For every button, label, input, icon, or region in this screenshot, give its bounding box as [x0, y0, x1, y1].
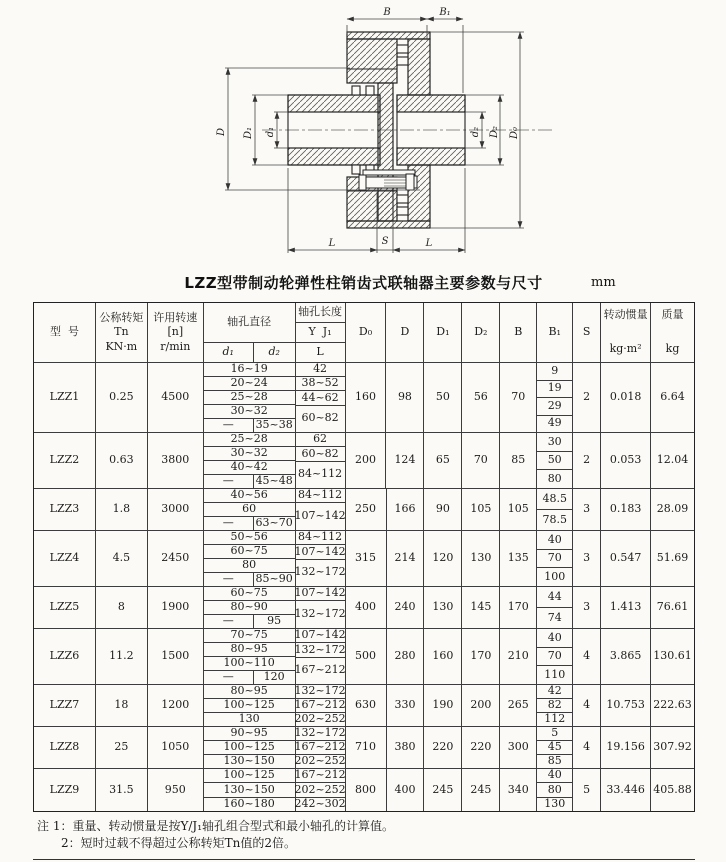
- note-line-2: 2：短时过载不得超过公称转矩Tn值的2倍。: [61, 836, 297, 851]
- d0-cell: 400: [346, 587, 387, 628]
- model-cell: LZZ4: [34, 531, 96, 586]
- s-cell: 4: [573, 727, 601, 768]
- b1-cell: 42: [537, 685, 572, 699]
- mass-cell: 405.88: [653, 782, 692, 796]
- table-row: [34, 587, 694, 629]
- b-cell: 85: [500, 433, 537, 488]
- b-cell: 135: [500, 531, 537, 586]
- mass-cell: 28.09: [656, 502, 689, 516]
- bore-subrow: 40~42: [204, 461, 295, 475]
- mass-cell: 76.61: [656, 600, 689, 614]
- bore-d2-cell: 45~48: [255, 474, 293, 488]
- b1-cell: 100: [544, 569, 566, 583]
- torque-cell: 4.5: [96, 531, 148, 586]
- bore-subrow-split: [204, 419, 295, 432]
- length-cell: 60~82: [296, 447, 345, 461]
- inertia-cell: 33.446: [601, 769, 651, 811]
- bore-subrow-split: [204, 573, 295, 586]
- dim-label-d1: d₁: [265, 126, 276, 138]
- torque-header-line: Tn: [114, 325, 129, 339]
- bore-subrow: 80~90: [204, 601, 295, 615]
- bore-d2-cell: 35~38: [255, 418, 293, 432]
- bore-subrow: 50~56: [204, 531, 295, 545]
- d-cell: 240: [387, 587, 425, 628]
- torque-header-line: KN·m: [105, 339, 138, 353]
- col-header-bore-diameter: [204, 303, 296, 362]
- spec-table: [33, 302, 695, 812]
- dcap1-cell: 50: [424, 363, 462, 432]
- bore-d1-cell: —: [204, 475, 254, 488]
- bore-diameter-column: [204, 363, 296, 432]
- dim-label-d-cap: D: [216, 127, 227, 137]
- dcap1-cell: 160: [424, 629, 462, 684]
- bore-subrow: 130~150: [223, 754, 275, 768]
- mass-cell: 51.69: [656, 551, 689, 565]
- speed-cell: 1200: [148, 685, 204, 726]
- b1-column: [537, 587, 573, 628]
- bore-d1-cell: —: [204, 517, 254, 530]
- col-header-d: D: [386, 303, 424, 362]
- b-cell: 105: [500, 489, 537, 530]
- elastic-pin-bolt: [359, 170, 417, 190]
- torque-header-line: 公称转矩: [99, 310, 144, 324]
- bore-length-column: [296, 531, 346, 586]
- table-row: [34, 489, 694, 531]
- dim-label-b1: B₁: [439, 7, 451, 18]
- bore-subrow: 80: [204, 559, 295, 573]
- b1-column: [537, 685, 573, 726]
- dcap2-cell: 145: [462, 587, 500, 628]
- bore-subrow: 25~28: [204, 433, 295, 447]
- speed-cell: 1050: [148, 727, 204, 768]
- bore-length-column: [296, 769, 346, 811]
- bore-subrow-split: [204, 475, 295, 488]
- bore-diameter-column: [204, 531, 296, 586]
- b1-column: [537, 629, 573, 684]
- mass-cell: 6.64: [660, 390, 685, 404]
- s-cell: 3: [573, 489, 601, 530]
- length-cell: 60~82: [301, 411, 339, 425]
- col-header-d2: d₂: [268, 345, 280, 359]
- col-header-inertia: [601, 303, 651, 362]
- torque-cell: 8: [96, 587, 148, 628]
- table-row: [34, 727, 694, 769]
- bore-length-column: [296, 629, 346, 684]
- dim-label-l-right: L: [425, 238, 433, 249]
- b1-cell: 112: [544, 712, 566, 726]
- b1-column: [537, 489, 573, 530]
- bore-subrow: 130: [238, 712, 260, 726]
- bore-subrow: 80~95: [204, 643, 295, 657]
- inertia-cell: 0.547: [601, 531, 651, 586]
- speed-cell: 3800: [148, 433, 204, 488]
- bore-subrow: 30~32: [204, 447, 295, 461]
- b1-cell: 85: [547, 754, 562, 768]
- length-cell: 84~112: [296, 489, 345, 503]
- length-cell: 167~212: [294, 740, 346, 754]
- model-cell: LZZ7: [34, 685, 96, 726]
- bore-subrow: 60~75: [204, 545, 295, 559]
- dim-label-d2: d₂: [470, 126, 481, 138]
- b1-column: [537, 363, 573, 432]
- col-header-dcap2: D₂: [462, 303, 500, 362]
- b1-cell: 48.5: [537, 489, 572, 510]
- col-header-dcap1: D₁: [424, 303, 462, 362]
- d0-cell: 250: [346, 489, 387, 530]
- dim-label-b: B: [383, 7, 391, 18]
- inertia-cell: 1.413: [601, 587, 651, 628]
- s-cell: 2: [573, 363, 601, 432]
- d0-cell: 630: [346, 685, 387, 726]
- speed-header-line: 许用转速: [153, 310, 198, 324]
- d0-cell: 315: [346, 531, 387, 586]
- col-header-mass: [651, 303, 694, 362]
- d-cell: 98: [386, 363, 424, 432]
- bore-d2-cell: 95: [267, 614, 282, 628]
- length-cell: 107~142: [294, 544, 346, 558]
- length-cell: 167~212: [294, 768, 346, 782]
- bore-d1-cell: —: [204, 419, 254, 432]
- table-row: [34, 433, 694, 489]
- col-header-d0: D₀: [346, 303, 387, 362]
- b1-cell: 40: [537, 531, 572, 550]
- length-cell: 167~212: [294, 698, 346, 712]
- speed-header-line: r/min: [160, 339, 191, 353]
- b1-column: [537, 769, 573, 811]
- model-cell: LZZ2: [34, 433, 96, 488]
- length-cell: 242~302: [294, 797, 346, 810]
- bore-diameter-column: [204, 587, 296, 628]
- dcap2-cell: 105: [462, 489, 500, 530]
- s-cell: 2: [573, 433, 601, 488]
- b1-column: [537, 727, 573, 768]
- dim-label-d1-cap: D₁: [243, 126, 254, 140]
- note-line-1: 注 1：重量、转动惯量是按Y/J₁轴孔组合型式和最小轴孔的计算值。: [37, 819, 395, 833]
- table-notes: [33, 816, 695, 860]
- bore-diameter-column: [204, 727, 296, 768]
- bore-diameter-column: [204, 433, 296, 488]
- b1-cell: 40: [537, 629, 572, 648]
- bore-length-column: [296, 727, 346, 768]
- b1-cell: 78.5: [542, 512, 567, 526]
- b1-cell: 29: [537, 398, 572, 416]
- bore-diameter-column: [204, 685, 296, 726]
- d-cell: 166: [387, 489, 425, 530]
- bore-subrow: 100~110: [204, 657, 295, 671]
- dcap2-cell: 200: [462, 685, 500, 726]
- col-header-yj1: Y J₁: [296, 323, 345, 343]
- dcap1-cell: 90: [424, 489, 462, 530]
- b1-cell: 70: [537, 648, 572, 667]
- dim-label-l-left: L: [328, 238, 336, 249]
- inertia-cell: 10.753: [601, 685, 651, 726]
- bore-diameter-column: [204, 629, 296, 684]
- bore-diameter-column: [204, 769, 296, 811]
- bore-subrow: 160~180: [223, 797, 275, 810]
- b1-cell: 80: [537, 783, 572, 797]
- dcap1-cell: 120: [424, 531, 462, 586]
- bore-diameter-label: 轴孔直径: [204, 303, 295, 343]
- length-cell: 202~252: [294, 754, 346, 768]
- bore-subrow: 100~125: [204, 699, 295, 713]
- table-row: [34, 531, 694, 587]
- bore-d2-cell: 85~90: [255, 572, 293, 586]
- d-cell: 124: [386, 433, 424, 488]
- length-cell: 84~112: [297, 467, 343, 481]
- b1-cell: 130: [544, 797, 566, 810]
- b1-cell: 49: [547, 416, 562, 430]
- d0-cell: 800: [346, 769, 387, 811]
- torque-cell: 18: [96, 685, 148, 726]
- speed-cell: 4500: [148, 363, 204, 432]
- b1-cell: 110: [544, 667, 566, 681]
- length-cell: 107~142: [294, 586, 346, 600]
- length-cell: 132~172: [294, 726, 346, 740]
- b1-cell: 5: [537, 727, 572, 741]
- bore-d1-cell: —: [204, 671, 254, 684]
- bore-length-label: 轴孔长度: [296, 303, 345, 323]
- b-cell: 300: [500, 727, 537, 768]
- b1-cell: 82: [537, 699, 572, 713]
- inertia-header-line: 转动惯量: [603, 308, 648, 321]
- bore-subrow: 16~19: [204, 363, 295, 377]
- length-cell: 107~142: [294, 509, 346, 523]
- bore-subrow-split: [204, 615, 295, 628]
- dcap2-cell: 130: [462, 531, 500, 586]
- bore-d1-cell: —: [204, 615, 254, 628]
- col-header-s: S: [573, 303, 601, 362]
- bore-d1-cell: —: [204, 573, 254, 586]
- torque-cell: 1.8: [96, 489, 148, 530]
- length-cell: 62: [296, 433, 345, 447]
- bore-length-column: [296, 587, 346, 628]
- table-body: [34, 363, 694, 811]
- table-row: [34, 769, 694, 811]
- b-cell: 265: [500, 685, 537, 726]
- d0-cell: 710: [346, 727, 387, 768]
- bore-length-column: [296, 685, 346, 726]
- b1-cell: 80: [547, 471, 562, 485]
- inertia-header-line: kg·m²: [609, 342, 642, 356]
- inertia-cell: 19.156: [601, 727, 651, 768]
- torque-cell: 25: [96, 727, 148, 768]
- torque-cell: 0.25: [96, 363, 148, 432]
- b1-cell: 19: [537, 381, 572, 399]
- b1-cell: 30: [537, 433, 572, 452]
- dcap1-cell: 130: [424, 587, 462, 628]
- bore-length-column: [296, 489, 346, 530]
- d-cell: 214: [387, 531, 425, 586]
- table-row: [34, 363, 694, 433]
- s-cell: 3: [573, 531, 601, 586]
- d0-cell: 200: [346, 433, 387, 488]
- unit-label: mm: [591, 275, 616, 290]
- d-cell: 280: [387, 629, 425, 684]
- dcap2-cell: 245: [462, 769, 500, 811]
- col-header-b1: B₁: [537, 303, 573, 362]
- torque-cell: 31.5: [96, 769, 148, 811]
- length-cell: 38~52: [296, 377, 345, 391]
- dcap1-cell: 65: [424, 433, 462, 488]
- length-cell: 44~62: [296, 391, 345, 405]
- title-row: [0, 272, 726, 296]
- inertia-cell: 0.018: [601, 363, 651, 432]
- col-header-speed: [148, 303, 204, 362]
- mass-cell: 307.92: [653, 740, 692, 754]
- b-cell: 170: [500, 587, 537, 628]
- dim-label-s: S: [381, 236, 389, 247]
- bore-subrow-split: [204, 517, 295, 530]
- s-cell: 4: [573, 685, 601, 726]
- dcap2-cell: 70: [462, 433, 500, 488]
- bore-d2-cell: 120: [263, 670, 285, 684]
- d-cell: 400: [387, 769, 425, 811]
- bore-subrow: 20~24: [204, 377, 295, 391]
- speed-header-line: [n]: [167, 325, 184, 339]
- mass-cell: 12.04: [656, 453, 689, 467]
- bore-subrow: 100~125: [204, 769, 295, 783]
- length-cell: 202~252: [294, 782, 346, 796]
- mass-cell: 130.61: [653, 649, 692, 663]
- col-header-l: L: [316, 345, 324, 359]
- speed-cell: 1500: [148, 629, 204, 684]
- b-cell: 210: [500, 629, 537, 684]
- bore-d2-cell: 63~70: [255, 516, 293, 530]
- mass-header-line: kg: [665, 342, 680, 356]
- length-cell: 132~172: [294, 684, 346, 698]
- col-header-model: 型 号: [34, 303, 96, 362]
- model-cell: LZZ5: [34, 587, 96, 628]
- model-cell: LZZ8: [34, 727, 96, 768]
- model-cell: LZZ3: [34, 489, 96, 530]
- model-cell: LZZ1: [34, 363, 96, 432]
- speed-cell: 950: [148, 769, 204, 811]
- table-header: [34, 303, 694, 363]
- length-cell: 132~172: [294, 607, 346, 621]
- s-cell: 5: [573, 769, 601, 811]
- speed-cell: 1900: [148, 587, 204, 628]
- dcap2-cell: 220: [462, 727, 500, 768]
- length-cell: 132~172: [294, 642, 346, 656]
- coupling-section-drawing: [0, 0, 726, 270]
- col-header-bore-length: [296, 303, 346, 362]
- length-cell: 202~252: [294, 712, 346, 726]
- bore-subrow: 25~28: [204, 391, 295, 405]
- dcap1-cell: 245: [424, 769, 462, 811]
- torque-cell: 0.63: [96, 433, 148, 488]
- inertia-cell: 0.053: [601, 433, 651, 488]
- mass-header-line: 质量: [661, 308, 684, 321]
- bore-subrow: 60~75: [204, 587, 295, 601]
- bore-subrow: 100~125: [204, 741, 295, 755]
- bore-subrow: 70~75: [204, 629, 295, 643]
- b1-cell: 44: [537, 587, 572, 608]
- b1-cell: 45: [537, 741, 572, 755]
- b1-cell: 74: [547, 610, 562, 624]
- s-cell: 4: [573, 629, 601, 684]
- bore-subrow: 30~32: [204, 405, 295, 419]
- b1-cell: 50: [537, 452, 572, 471]
- torque-cell: 11.2: [96, 629, 148, 684]
- model-cell: LZZ9: [34, 769, 96, 811]
- inertia-cell: 3.865: [601, 629, 651, 684]
- bore-subrow: 40~56: [204, 489, 295, 503]
- speed-cell: 2450: [148, 531, 204, 586]
- bore-subrow: 60: [204, 503, 295, 517]
- dim-label-d0: D₀: [509, 126, 520, 140]
- bore-diameter-column: [204, 489, 296, 530]
- dim-label-d2-cap: D₂: [489, 125, 500, 139]
- speed-cell: 3000: [148, 489, 204, 530]
- bore-length-column: [296, 433, 346, 488]
- length-cell: 84~112: [296, 531, 345, 545]
- col-header-torque: [96, 303, 148, 362]
- d-cell: 330: [387, 685, 425, 726]
- bore-length-column: [296, 363, 346, 432]
- col-header-b: B: [500, 303, 537, 362]
- s-cell: 3: [573, 587, 601, 628]
- model-cell: LZZ6: [34, 629, 96, 684]
- dcap2-cell: 170: [462, 629, 500, 684]
- b1-column: [537, 433, 573, 488]
- b1-cell: 9: [537, 363, 572, 381]
- d0-cell: 160: [346, 363, 387, 432]
- bore-subrow: 90~95: [204, 727, 295, 741]
- dcap1-cell: 220: [424, 727, 462, 768]
- b-cell: 340: [500, 769, 537, 811]
- table-row: [34, 685, 694, 727]
- bore-subrow: 130~150: [204, 783, 295, 797]
- b-cell: 70: [500, 363, 537, 432]
- d-cell: 380: [387, 727, 425, 768]
- bore-subrow: 80~95: [204, 685, 295, 699]
- length-cell: 167~212: [294, 663, 346, 677]
- length-cell: 42: [296, 363, 345, 377]
- bore-subrow-split: [204, 671, 295, 684]
- length-cell: 132~172: [294, 565, 346, 579]
- inertia-cell: 0.183: [601, 489, 651, 530]
- b1-cell: 70: [537, 550, 572, 569]
- col-header-d1: d₁: [204, 343, 254, 362]
- b1-cell: 40: [537, 769, 572, 783]
- page-title: LZZ型带制动轮弹性柱销齿式联轴器主要参数与尺寸: [184, 274, 543, 292]
- dcap1-cell: 190: [424, 685, 462, 726]
- mass-cell: 222.63: [653, 698, 692, 712]
- dcap2-cell: 56: [462, 363, 500, 432]
- table-row: [34, 629, 694, 685]
- d0-cell: 500: [346, 629, 387, 684]
- b1-column: [537, 531, 573, 586]
- length-cell: 107~142: [294, 628, 346, 642]
